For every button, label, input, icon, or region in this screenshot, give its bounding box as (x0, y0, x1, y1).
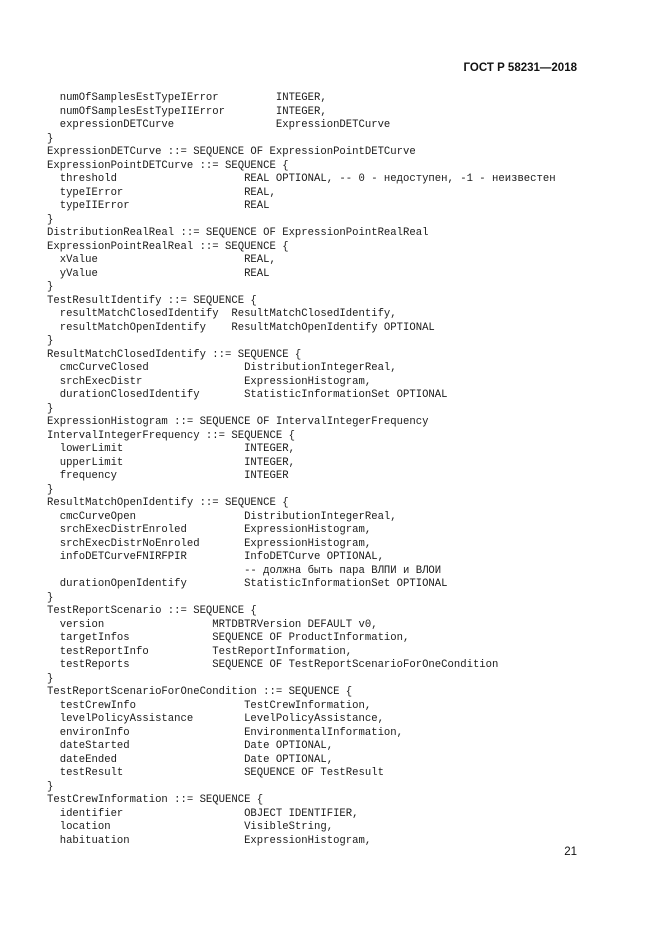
code-line: resultMatchClosedIdentify ResultMatchClosedIdentify, (47, 308, 397, 320)
code-line: threshold REAL OPTIONAL, -- 0 - недоступен, -1 - неизвестен (47, 173, 556, 185)
code-line: ResultMatchClosedIdentify ::= SEQUENCE { (47, 348, 302, 361)
code-line: TestReportScenario ::= SEQUENCE { (47, 605, 257, 617)
code-line: resultMatchOpenIdentify ResultMatchOpenIdentify OPTIONAL (47, 321, 435, 334)
code-line: typeIError REAL, (47, 186, 276, 199)
code-line: dateEnded Date OPTIONAL, (47, 753, 334, 766)
code-line: } (47, 672, 54, 685)
code-line: location VisibleString, (47, 821, 334, 833)
code-line: numOfSamplesEstTypeIIError INTEGER, (47, 105, 327, 118)
code-line: testResult SEQUENCE OF TestResult (47, 767, 384, 779)
document-standard-header: ГОСТ Р 58231—2018 (463, 62, 577, 74)
code-line: ExpressionDETCurve ::= SEQUENCE OF ExpressionPointDETCurve (47, 146, 416, 158)
code-line: TestReportScenarioForOneCondition ::= SEQUENCE { (47, 686, 353, 698)
code-line: } (47, 213, 54, 226)
code-line: durationOpenIdentify StatisticInformationSet OPTIONAL (47, 578, 448, 590)
code-line: infoDETCurveFNIRFPIR InfoDETCurve OPTIONAL, (47, 551, 384, 563)
code-line: cmcCurveClosed DistributionIntegerReal, (47, 362, 397, 374)
code-line: } (47, 281, 54, 293)
code-line: TestResultIdentify ::= SEQUENCE { (47, 294, 257, 307)
code-line: xValue REAL, (47, 254, 276, 266)
code-line: testReports SEQUENCE OF TestReportScenarioForOneCondition (47, 659, 499, 671)
code-line: } (47, 402, 54, 415)
code-line: environInfo EnvironmentalInformation, (47, 726, 404, 739)
code-line: DistributionRealReal ::= SEQUENCE OF ExpressionPointRealReal (47, 227, 429, 239)
code-line: cmcCurveOpen DistributionIntegerReal, (47, 510, 397, 523)
code-line: -- должна быть пара ВЛПИ и ВЛОИ (47, 564, 442, 577)
code-listing (47, 92, 556, 848)
code-line: } (47, 780, 54, 793)
code-line: typeIIError REAL (47, 200, 270, 212)
code-line: testCrewInfo TestCrewInformation, (47, 699, 372, 712)
code-line: expressionDETCurve ExpressionDETCurve (47, 119, 391, 131)
code-line: ExpressionPointRealReal ::= SEQUENCE { (47, 240, 289, 253)
code-line: } (47, 483, 54, 496)
code-line: durationClosedIdentify StatisticInformationSet OPTIONAL (47, 389, 448, 401)
code-line: srchExecDistr ExpressionHistogram, (47, 375, 372, 388)
code-line: IntervalIntegerFrequency ::= SEQUENCE { (47, 429, 295, 442)
code-line: srchExecDistrNoEnroled ExpressionHistogram, (47, 537, 372, 550)
code-line: lowerLimit INTEGER, (47, 443, 295, 455)
code-line: yValue REAL (47, 267, 270, 280)
code-line: frequency INTEGER (47, 470, 289, 482)
code-line: levelPolicyAssistance LevelPolicyAssistance, (47, 713, 384, 725)
code-line: numOfSamplesEstTypeIError INTEGER, (47, 92, 327, 104)
code-line: upperLimit INTEGER, (47, 456, 295, 469)
code-line: TestCrewInformation ::= SEQUENCE { (47, 794, 264, 806)
page-number: 21 (564, 846, 577, 858)
code-line: ResultMatchOpenIdentify ::= SEQUENCE { (47, 497, 289, 509)
code-line: testReportInfo TestReportInformation, (47, 645, 353, 658)
code-line: } (47, 132, 54, 145)
code-line: habituation ExpressionHistogram, (47, 834, 372, 847)
code-line: targetInfos SEQUENCE OF ProductInformation, (47, 632, 410, 644)
code-line: } (47, 591, 54, 604)
code-line: version MRTDBTRVersion DEFAULT v0, (47, 618, 378, 631)
code-line: } (47, 335, 54, 347)
code-line: ExpressionHistogram ::= SEQUENCE OF IntervalIntegerFrequency (47, 416, 429, 428)
code-line: dateStarted Date OPTIONAL, (47, 740, 334, 752)
code-line: ExpressionPointDETCurve ::= SEQUENCE { (47, 159, 289, 172)
code-line: srchExecDistrEnroled ExpressionHistogram, (47, 524, 372, 536)
code-line: identifier OBJECT IDENTIFIER, (47, 807, 359, 820)
